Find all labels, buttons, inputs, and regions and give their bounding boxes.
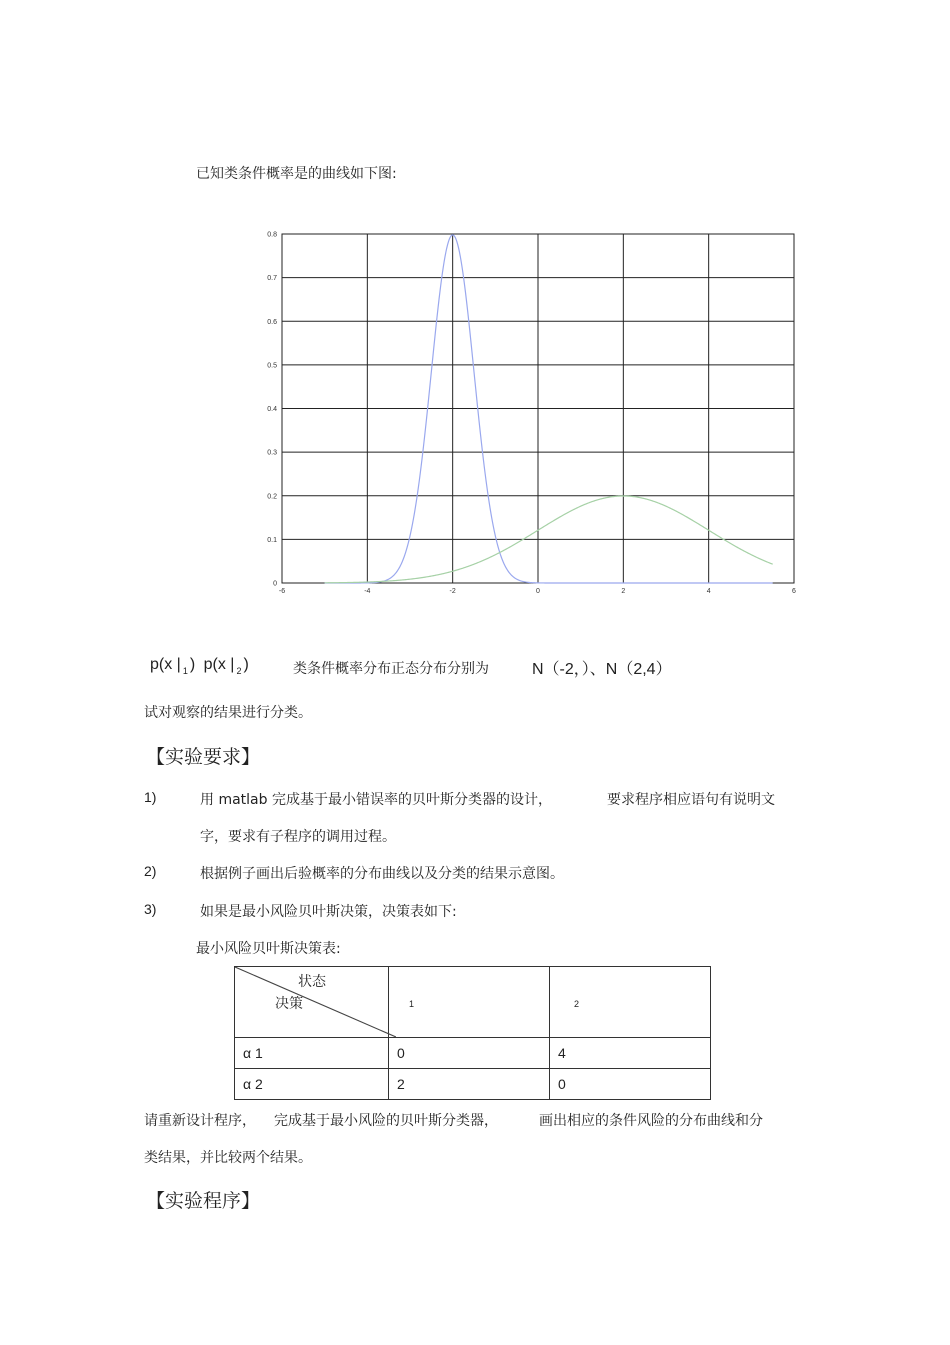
- table-row: [235, 1038, 711, 1069]
- x-tick-label: 6: [792, 588, 796, 595]
- req-2-text: 根据例子画出后验概率的分布曲线以及分类的结果示意图。: [200, 866, 564, 882]
- y-tick-label: 0.1: [267, 536, 277, 544]
- formula-desc: 类条件概率分布正态分布分别为: [293, 661, 489, 677]
- intro-text: 已知类条件概率是的曲线如下图:: [196, 166, 397, 182]
- req-3-text: 如果是最小风险贝叶斯决策，决策表如下:: [200, 904, 457, 920]
- y-tick-label: 0: [273, 580, 277, 588]
- table-corner-cell: [235, 967, 389, 1038]
- header-state: 状态: [298, 974, 326, 990]
- formula-p2-sub: 2: [236, 666, 242, 676]
- x-tick-label: -2: [449, 588, 456, 595]
- header-decision: 决策: [275, 996, 303, 1012]
- table-row: [235, 1069, 711, 1100]
- redesign-text-a: 请重新设计程序，: [144, 1113, 256, 1129]
- y-tick-label: 0.2: [267, 493, 277, 501]
- formula-p2: p(x |: [203, 656, 235, 673]
- decision-table: [234, 966, 711, 1100]
- row-cell: 4: [550, 1038, 711, 1069]
- redesign-text-b: 完成基于最小风险的贝叶斯分类器，: [274, 1113, 498, 1129]
- redesign-cont: 类结果，并比较两个结果。: [144, 1150, 312, 1166]
- formula-p2-close: ): [243, 656, 249, 673]
- formula-p1: p(x |: [150, 656, 181, 673]
- y-tick-label: 0.6: [267, 318, 277, 326]
- formula-p1-close: ): [189, 656, 196, 673]
- task-text: 试对观察的结果进行分类。: [144, 705, 312, 721]
- row-label: α 2: [235, 1069, 389, 1100]
- x-tick-label: -6: [278, 588, 286, 595]
- section-heading-requirements: 【实验要求】: [146, 746, 261, 768]
- row-cell: 0: [550, 1069, 711, 1100]
- x-tick-label: 4: [706, 588, 711, 595]
- row-label: α 1: [235, 1038, 389, 1069]
- class-conditional-chart: [262, 224, 802, 596]
- req-1-cont: 字，要求有子程序的调用过程。: [200, 829, 396, 845]
- y-tick-label: 0.3: [267, 449, 277, 457]
- x-tick-label: 2: [621, 588, 626, 595]
- req-1-text: 用 matlab 完成基于最小错误率的贝叶斯分类器的设计，: [200, 792, 552, 808]
- y-tick-label: 0.8: [267, 231, 277, 239]
- req-3-num: 3): [144, 901, 157, 917]
- y-tick-label: 0.4: [267, 406, 277, 413]
- formula-dist: N（-2，）、N（2,4）: [532, 661, 672, 678]
- section-heading-program: 【实验程序】: [146, 1190, 261, 1212]
- y-tick-label: 0.5: [267, 362, 277, 370]
- y-tick-label: 0.7: [267, 275, 277, 283]
- row-cell: 0: [389, 1038, 550, 1069]
- x-tick-label: 0: [536, 588, 540, 595]
- x-tick-label: -4: [364, 588, 371, 595]
- req-1-num: 1): [144, 789, 157, 805]
- header-col-2: 2: [550, 967, 711, 1038]
- header-col-1: 1: [389, 967, 550, 1038]
- redesign-text-c: 画出相应的条件风险的分布曲线和分: [539, 1113, 763, 1129]
- req-1-text-b: 要求程序相应语句有说明文: [607, 792, 775, 808]
- chart-ticks: [267, 232, 796, 596]
- row-cell: 2: [389, 1069, 550, 1100]
- table-header-row: [235, 967, 711, 1038]
- formula-p1-sub: 1: [182, 666, 188, 676]
- table-caption: 最小风险贝叶斯决策表:: [196, 941, 341, 957]
- req-2-num: 2): [144, 863, 157, 879]
- formula-line: [150, 656, 249, 674]
